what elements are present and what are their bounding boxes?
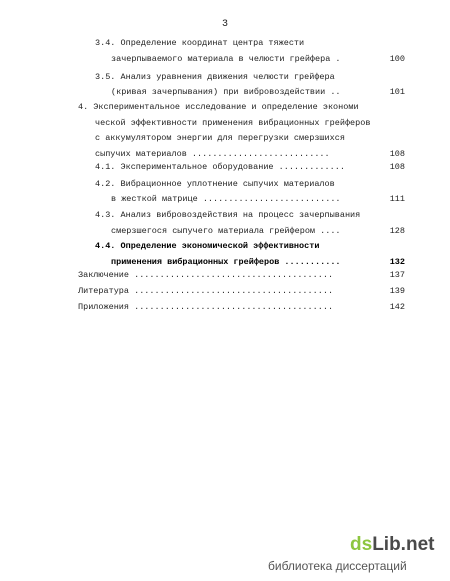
toc-entry-line: в жесткой матрице ...........................	[111, 194, 341, 204]
toc-entry-line: с аккумулятором энергии для перегрузки смерзшихся	[95, 133, 345, 143]
toc-entry-line: сыпучих материалов ...........................	[95, 149, 330, 159]
page-number: 3	[221, 19, 228, 30]
toc-entry-line: 4.1. Экспериментальное оборудование .............	[95, 162, 345, 172]
dslib-logo	[268, 534, 445, 574]
toc-page-number: 108	[389, 149, 405, 159]
toc-entry-line: 3.4. Определение координат центра тяжести	[95, 38, 305, 48]
toc-entry-line: Литература .......................................	[78, 286, 334, 296]
toc-entry-line: 4.3. Анализ вибровоздействия на процесс зачерпывания	[95, 210, 361, 220]
toc-page-number: 108	[389, 162, 405, 172]
toc-entry-line: Заключение .......................................	[78, 270, 334, 280]
toc-page-number: 137	[389, 270, 405, 280]
toc-page-number: 142	[389, 302, 405, 312]
toc-page-number: 111	[389, 194, 405, 204]
logo-text: dsLib.net	[350, 534, 435, 555]
toc-entry-line: 4.4. Определение экономической эффективности	[95, 241, 320, 251]
toc-entry-line: применения вибрационных грейферов ...........	[111, 257, 341, 267]
toc-page-number: 100	[389, 54, 405, 64]
toc-entry-line: 4. Экспериментальное исследование и определение экономи	[78, 102, 359, 112]
toc-entry-line: зачерпываемого материала в челюсти грейфера .	[111, 54, 341, 64]
toc-page-number: 128	[389, 226, 405, 236]
toc-entry-line: ческой эффективности применения вибрационных грейферов	[95, 118, 371, 128]
toc-entry-line: смерзшегося сыпучего материала грейфером ....	[111, 226, 341, 236]
toc-page-number: 132	[389, 257, 405, 267]
toc-entry-line: 3.5. Анализ уравнения движения челюсти грейфера	[95, 72, 335, 82]
toc-entry-line: 4.2. Вибрационное уплотнение сыпучих материалов	[95, 179, 335, 189]
toc-entry-line: (кривая зачерпывания) при вибровоздействии ..	[111, 87, 341, 97]
logo-subtitle: библиотека диссертаций	[268, 559, 407, 573]
toc-page-number: 101	[389, 87, 405, 97]
toc-entry-line: Приложения .......................................	[78, 302, 334, 312]
toc-page-number: 139	[389, 286, 405, 296]
